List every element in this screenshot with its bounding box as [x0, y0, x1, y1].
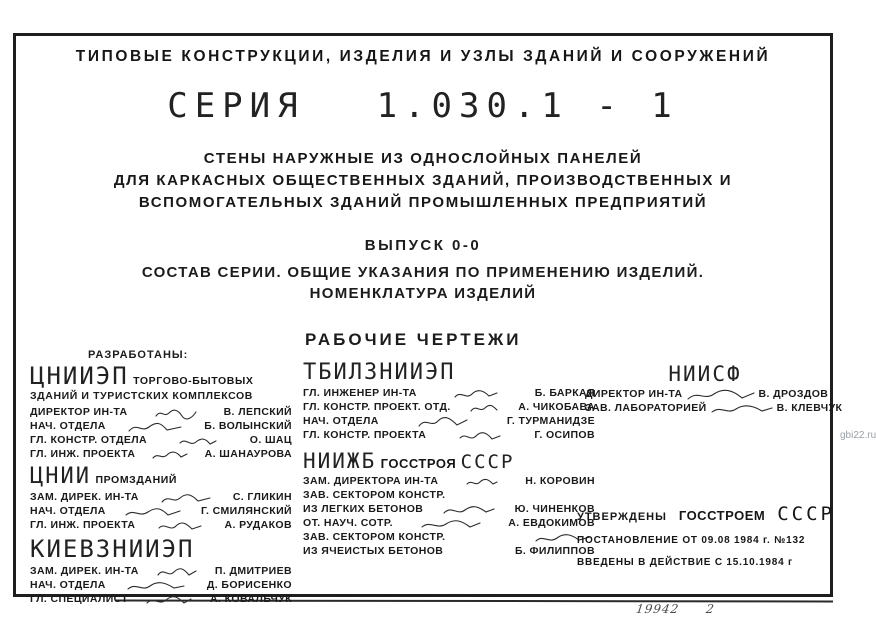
person-row — [303, 531, 595, 545]
signature-scribble — [686, 389, 756, 402]
person-name: Г. ТУРМАНИДЗЕ — [506, 415, 595, 428]
person-role: ИЗ ЯЧЕИСТЫХ БЕТОНОВ — [303, 545, 444, 558]
person-name: А. РУДАКОВ — [224, 519, 292, 532]
person-role: ГЛ. СПЕЦИАЛИСТ — [30, 593, 129, 606]
person-role: ГЛ. ИНЖЕНЕР ИН-ТА — [303, 387, 417, 400]
left-organizations-column — [30, 362, 292, 607]
person-role: ЗАВ. ЛАБОРАТОРИЕЙ — [585, 402, 707, 415]
person-row — [30, 434, 292, 448]
org-cniiep — [30, 362, 292, 462]
person-name: Б. ФИЛИППОВ — [514, 545, 595, 558]
person-row — [303, 401, 595, 415]
person-row — [303, 429, 595, 443]
person-row — [303, 517, 595, 531]
document-top-title: ТИПОВЫЕ КОНСТРУКЦИИ, ИЗДЕЛИЯ И УЗЛЫ ЗДАНИЙ И СООРУЖЕНИЙ — [75, 48, 771, 65]
person-row — [30, 593, 292, 607]
org-name: ЦНИИ — [30, 464, 91, 489]
person-role: ОТ. НАУЧ. СОТР. — [303, 517, 393, 530]
person-name: П. ДМИТРИЕВ — [214, 565, 292, 578]
person-name: А. КОВАЛЬЧУК — [209, 593, 292, 606]
person-row — [303, 415, 595, 429]
org-name: ТБИЛЗНИИЭП — [303, 360, 456, 385]
person-name: В. ЛЕПСКИЙ — [223, 406, 292, 419]
working-drawings-title: РАБОЧИЕ ЧЕРТЕЖИ — [305, 330, 522, 349]
series-number: 1.030.1 - 1 — [376, 86, 679, 126]
subtitle-line: ВСПОМОГАТЕЛЬНЫХ ЗДАНИЙ ПРОМЫШЛЕННЫХ ПРЕДПРИЯТИЙ — [138, 194, 708, 211]
org-descriptor: ПРОМЗДАНИЙ — [95, 474, 178, 486]
org-tbilzniiep — [303, 360, 595, 443]
person-row — [303, 503, 595, 517]
person-name: Б. ВОЛЫНСКИЙ — [204, 420, 292, 433]
signature-scribble — [417, 416, 469, 429]
signature-scribble — [145, 594, 193, 607]
issue-title: ВЫПУСК 0-0 — [364, 237, 482, 254]
signature-scribble — [465, 476, 499, 489]
person-name: А. ЧИКОБАВА — [518, 401, 595, 414]
person-role: НАЧ. ОТДЕЛА — [30, 420, 106, 433]
person-role: ДИРЕКТОР ИН-ТА — [585, 388, 683, 401]
person-row — [30, 448, 292, 462]
signature-scribble — [124, 506, 182, 519]
handwritten-sheet-note — [635, 602, 757, 616]
person-role: ГЛ. КОНСТР. ОТДЕЛА — [30, 434, 148, 447]
org-name: НИИЖБ — [303, 449, 377, 473]
signature-scribble — [154, 407, 198, 420]
person-row — [303, 475, 595, 489]
signature-scribble — [127, 421, 183, 434]
signature-scribble — [469, 402, 499, 415]
right-organizations-column — [585, 362, 843, 416]
signature-scribble — [157, 520, 203, 533]
person-name: Ю. ЧИНЕНКОВ — [514, 503, 595, 516]
developed-by-label: РАЗРАБОТАНЫ: — [88, 349, 189, 361]
person-name: Н. КОРОВИН — [525, 475, 595, 488]
person-role: НАЧ. ОТДЕЛА — [30, 505, 106, 518]
signature-scribble — [178, 435, 218, 448]
person-name: В. ДРОЗДОВ — [758, 388, 829, 401]
person-role: ГЛ. КОНСТР. ПРОЕКТА — [303, 429, 427, 442]
person-role: ЗАМ. ДИРЕК. ИН-ТА — [30, 491, 139, 504]
signature-scribble — [160, 492, 212, 505]
person-row — [30, 406, 292, 420]
ussr-label: СССР — [777, 503, 835, 525]
person-row — [30, 491, 292, 505]
person-name: В. КЛЕВЧУК — [776, 402, 843, 415]
person-row — [585, 388, 829, 402]
person-role: НАЧ. ОТДЕЛА — [30, 579, 106, 592]
handwritten-number: 19942 — [635, 602, 681, 616]
approval-line-3: ВВЕДЕНЫ В ДЕЙСТВИЕ С 15.10.1984 г — [577, 557, 794, 568]
person-row — [303, 545, 595, 559]
subtitle-line: СТЕНЫ НАРУЖНЫЕ ИЗ ОДНОСЛОЙНЫХ ПАНЕЛЕЙ — [203, 150, 643, 167]
person-row — [30, 505, 292, 519]
org-name: ЦНИИЭП — [30, 362, 129, 390]
person-row — [30, 519, 292, 533]
handwritten-sheet-number: 2 — [705, 602, 716, 616]
org-descriptor: ЗДАНИЙ И ТУРИСТСКИХ КОМПЛЕКСОВ — [30, 390, 253, 402]
contents-line: НОМЕНКЛАТУРА ИЗДЕЛИЙ — [309, 285, 537, 302]
person-role: ЗАМ. ДИРЕК. ИН-ТА — [30, 565, 139, 578]
person-row — [303, 489, 595, 503]
subtitle-line: ДЛЯ КАРКАСНЫХ ОБЩЕСТВЕННЫХ ЗДАНИЙ, ПРОИЗВОДСТВЕННЫХ И — [113, 172, 733, 189]
org-name: КИЕВЗНИИЭП — [30, 535, 195, 563]
person-row — [30, 565, 292, 579]
person-role: ГЛ. ИНЖ. ПРОЕКТА — [30, 519, 136, 532]
person-row — [30, 420, 292, 434]
person-role: ЗАВ. СЕКТОРОМ КОНСТР. — [303, 489, 446, 502]
document-subtitle — [13, 148, 833, 214]
person-role: ЗАМ. ДИРЕКТОРА ИН-ТА — [303, 475, 439, 488]
contents-title — [13, 262, 833, 304]
signature-scribble — [442, 504, 496, 517]
signature-scribble — [126, 580, 186, 593]
person-role: НАЧ. ОТДЕЛА — [303, 415, 379, 428]
series-label: СЕРИЯ — [167, 86, 305, 126]
org-niisf — [585, 362, 843, 416]
person-name: Б. БАРКАЯ — [534, 387, 595, 400]
org-descriptor: ГОССТРОЯ — [380, 456, 457, 471]
site-watermark: gbi22.ru — [840, 430, 876, 441]
approval-block — [577, 503, 835, 568]
signature-scribble — [151, 449, 189, 462]
org-name: НИИСФ — [668, 362, 742, 386]
person-name: Г. ОСИПОВ — [534, 429, 595, 442]
person-role: ГЛ. ИНЖ. ПРОЕКТА — [30, 448, 136, 461]
person-name: А. ЕВДОКИМОВ — [508, 517, 595, 530]
person-role: ИЗ ЛЕГКИХ БЕТОНОВ — [303, 503, 424, 516]
org-niizhb — [303, 449, 595, 559]
person-name: А. ШАНАУРОВА — [204, 448, 292, 461]
person-name: О. ШАЦ — [249, 434, 292, 447]
person-role: ГЛ. КОНСТР. ПРОЕКТ. ОТД. — [303, 401, 451, 414]
org-cnii — [30, 464, 292, 533]
signature-scribble — [420, 518, 482, 531]
person-role: ЗАВ. СЕКТОРОМ КОНСТР. — [303, 531, 446, 544]
contents-line: СОСТАВ СЕРИИ. ОБЩИЕ УКАЗАНИЯ ПО ПРИМЕНЕНИЮ ИЗДЕЛИЙ. — [141, 264, 705, 281]
person-row — [30, 579, 292, 593]
middle-organizations-column — [303, 360, 595, 559]
person-role: ДИРЕКТОР ИН-ТА — [30, 406, 128, 419]
person-name: Г. СМИЛЯНСКИЙ — [200, 505, 292, 518]
gosstroy-label: ГОССТРОЕМ — [678, 508, 766, 523]
person-row — [303, 387, 595, 401]
person-row — [585, 402, 843, 416]
signature-scribble — [453, 388, 499, 401]
org-descriptor: СССР — [460, 451, 515, 473]
approval-line-1 — [577, 503, 835, 525]
approval-line-2: ПОСТАНОВЛЕНИЕ ОТ 09.08 1984 г. №132 — [577, 535, 806, 546]
org-descriptor: ТОРГОВО-БЫТОВЫХ — [133, 375, 254, 387]
signature-scribble — [156, 566, 198, 579]
person-name: С. ГЛИКИН — [232, 491, 292, 504]
signature-scribble — [458, 430, 502, 443]
org-kievzniiep — [30, 535, 292, 607]
person-name: Д. БОРИСЕНКО — [206, 579, 292, 592]
series-title — [13, 86, 833, 126]
approved-label: УТВЕРЖДЕНЫ — [577, 511, 667, 523]
signature-scribble — [710, 403, 774, 416]
